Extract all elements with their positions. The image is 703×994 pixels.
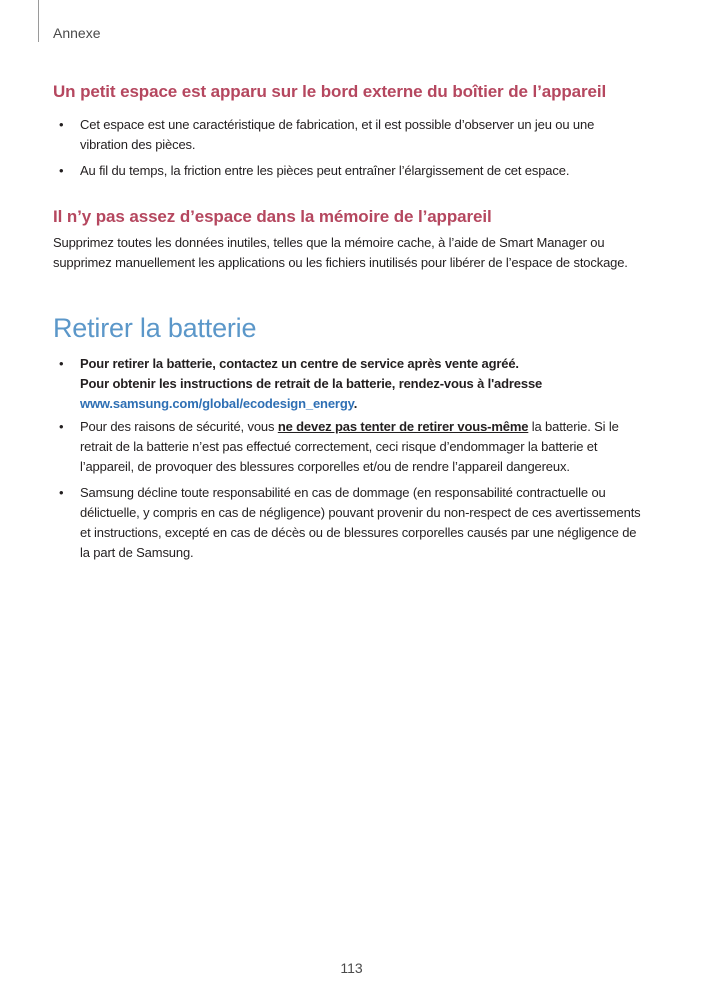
bullet-icon: • — [59, 117, 64, 132]
section-heading-gap: Un petit espace est apparu sur le bord externe du boîtier de l’appareil — [53, 82, 607, 101]
bullet-text-bold: Pour obtenir les instructions de retrait de la batterie, rendez-vous à l'adresse — [80, 376, 543, 391]
bullet-icon: • — [59, 356, 64, 371]
list-item — [53, 483, 643, 563]
gap-bullet-list — [53, 115, 643, 181]
battery-bullet-list — [53, 354, 643, 563]
bullet-text: la batterie. Si le retrait de la batterie n’est pas effectué correctement, ceci risque d’endommager la batterie et l’appareil, de provoquer des blessures corporelles et/ou de rendre l’appareil dangereux. — [80, 419, 619, 474]
bullet-icon: • — [59, 163, 64, 178]
bullet-text: Samsung décline toute responsabilité en cas de dommage (en responsabilité contractuelle ou délictuelle, y compris en cas de négligence) pouvant provenir du non-respect de ces avertissements et instructions, excepté en cas de décès ou de blessures corporelles causés par une négligence de la part de Samsung. — [80, 485, 641, 560]
page-title: Retirer la batterie — [53, 313, 257, 343]
bullet-text-bold: Pour retirer la batterie, contactez un centre de service après vente agréé. — [80, 356, 519, 371]
list-item — [53, 354, 643, 414]
bullet-text: Cet espace est une caractéristique de fabrication, et il est possible d’observer un jeu ou une vibration des pièces. — [80, 117, 595, 152]
bullet-icon: • — [59, 485, 64, 500]
memory-paragraph: Supprimez toutes les données inutiles, telles que la mémoire cache, à l’aide de Smart Manager ou supprimez manuellement les applications ou les fichiers inutilisés pour libérer de l’espace de stockage. — [53, 235, 628, 270]
margin-rule — [38, 0, 39, 42]
running-head: Annexe — [53, 25, 101, 41]
warning-emphasis: ne devez pas tenter de retirer vous-même — [277, 419, 529, 434]
bullet-icon: • — [59, 419, 64, 434]
list-item — [53, 115, 643, 155]
page-number: 113 — [340, 960, 363, 976]
bullet-text: Pour des raisons de sécurité, vous — [80, 419, 278, 434]
bullet-text: Au fil du temps, la friction entre les pièces peut entraîner l’élargissement de cet espace. — [80, 163, 570, 178]
bullet-end-punctuation: . — [353, 396, 358, 411]
list-item — [53, 417, 643, 477]
page-content — [53, 82, 643, 563]
list-item — [53, 161, 643, 181]
ecodesign-link[interactable]: www.samsung.com/global/ecodesign_energy — [80, 396, 354, 411]
section-heading-memory: Il n’y pas assez d’espace dans la mémoire de l’appareil — [53, 207, 492, 226]
